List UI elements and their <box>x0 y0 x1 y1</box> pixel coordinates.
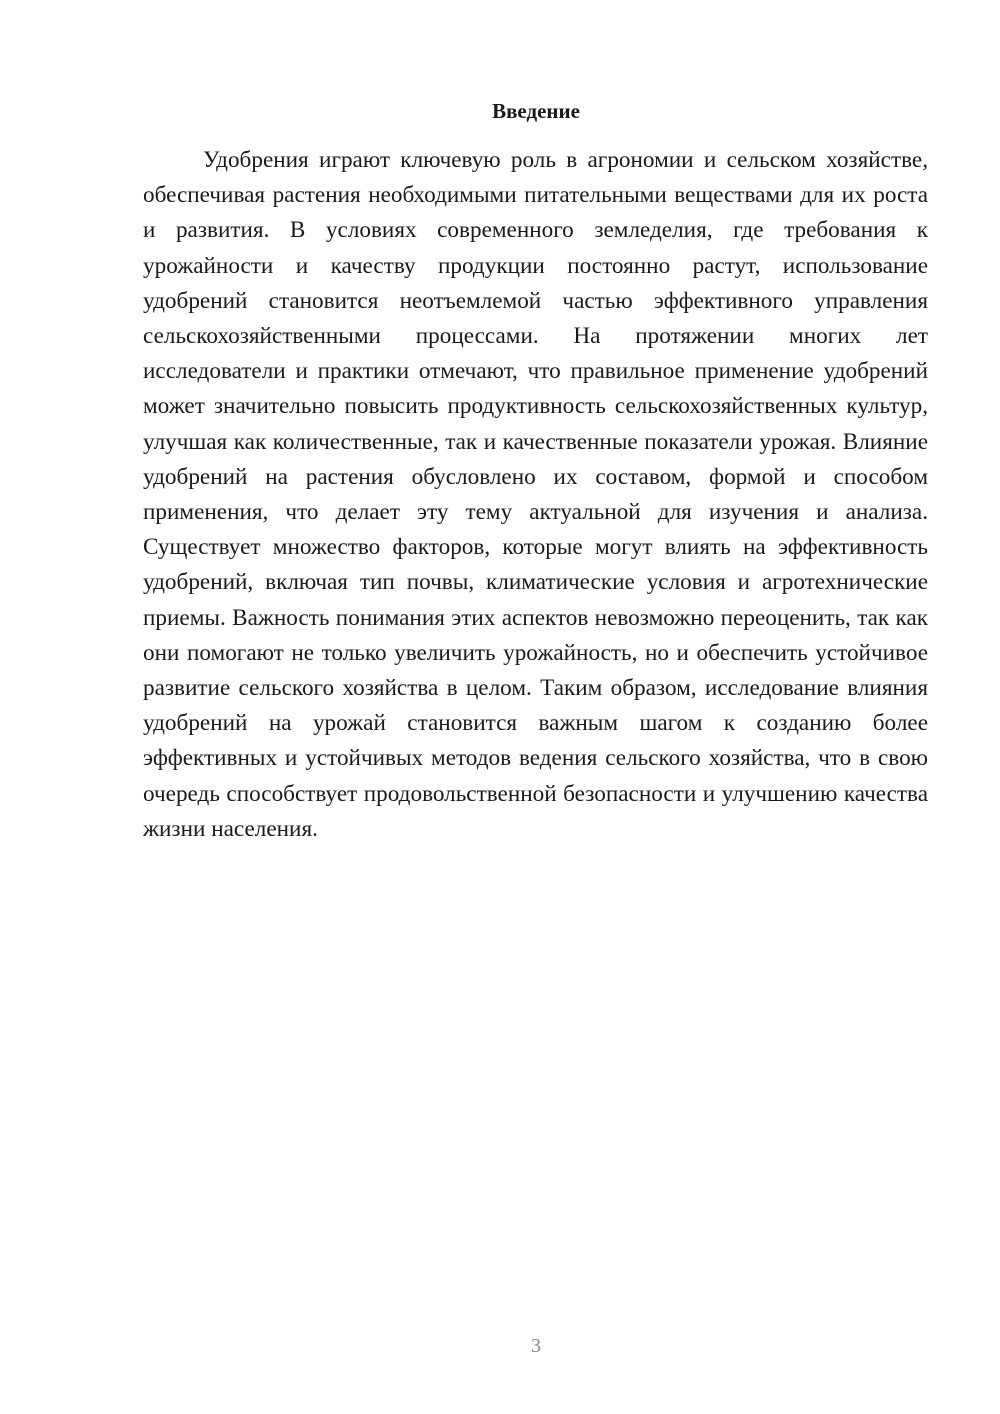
page-number: 3 <box>531 1335 541 1357</box>
section-heading: Введение <box>492 99 580 123</box>
introduction-paragraph: Удобрения играют ключевую роль в агрономии и сельском хозяйстве, обеспечивая растения необходимыми питательными веществами для их роста и развития. В условиях современного земледелия, где требования к урожайности и качеству продукции постоянно растут, использование удобрений становится неотъемлемой частью эффективного управления сельскохозяйственными процессами. На протяжении многих лет исследователи и практики отмечают, что правильное применение удобрений может значительно повысить продуктивность сельскохозяйственных культур, улучшая как количественные, так и качественные показатели урожая. Влияние удобрений на растения обусловлено их составом, формой и способом применения, что делает эту тему актуальной для изучения и анализа. Существует множество факторов, которые могут влиять на эффективность удобрений, включая тип почвы, климатические условия и агротехнические приемы. Важность понимания этих аспектов невозможно переоценить, так как они помогают не только увеличить урожайность, но и обеспечить устойчивое развитие сельского хозяйства в целом. Таким образом, исследование влияния удобрений на урожай становится важным шагом к созданию более эффективных и устойчивых методов ведения сельского хозяйства, что в свою очередь способствует продовольственной безопасности и улучшению качества жизни населения. <box>143 147 928 842</box>
